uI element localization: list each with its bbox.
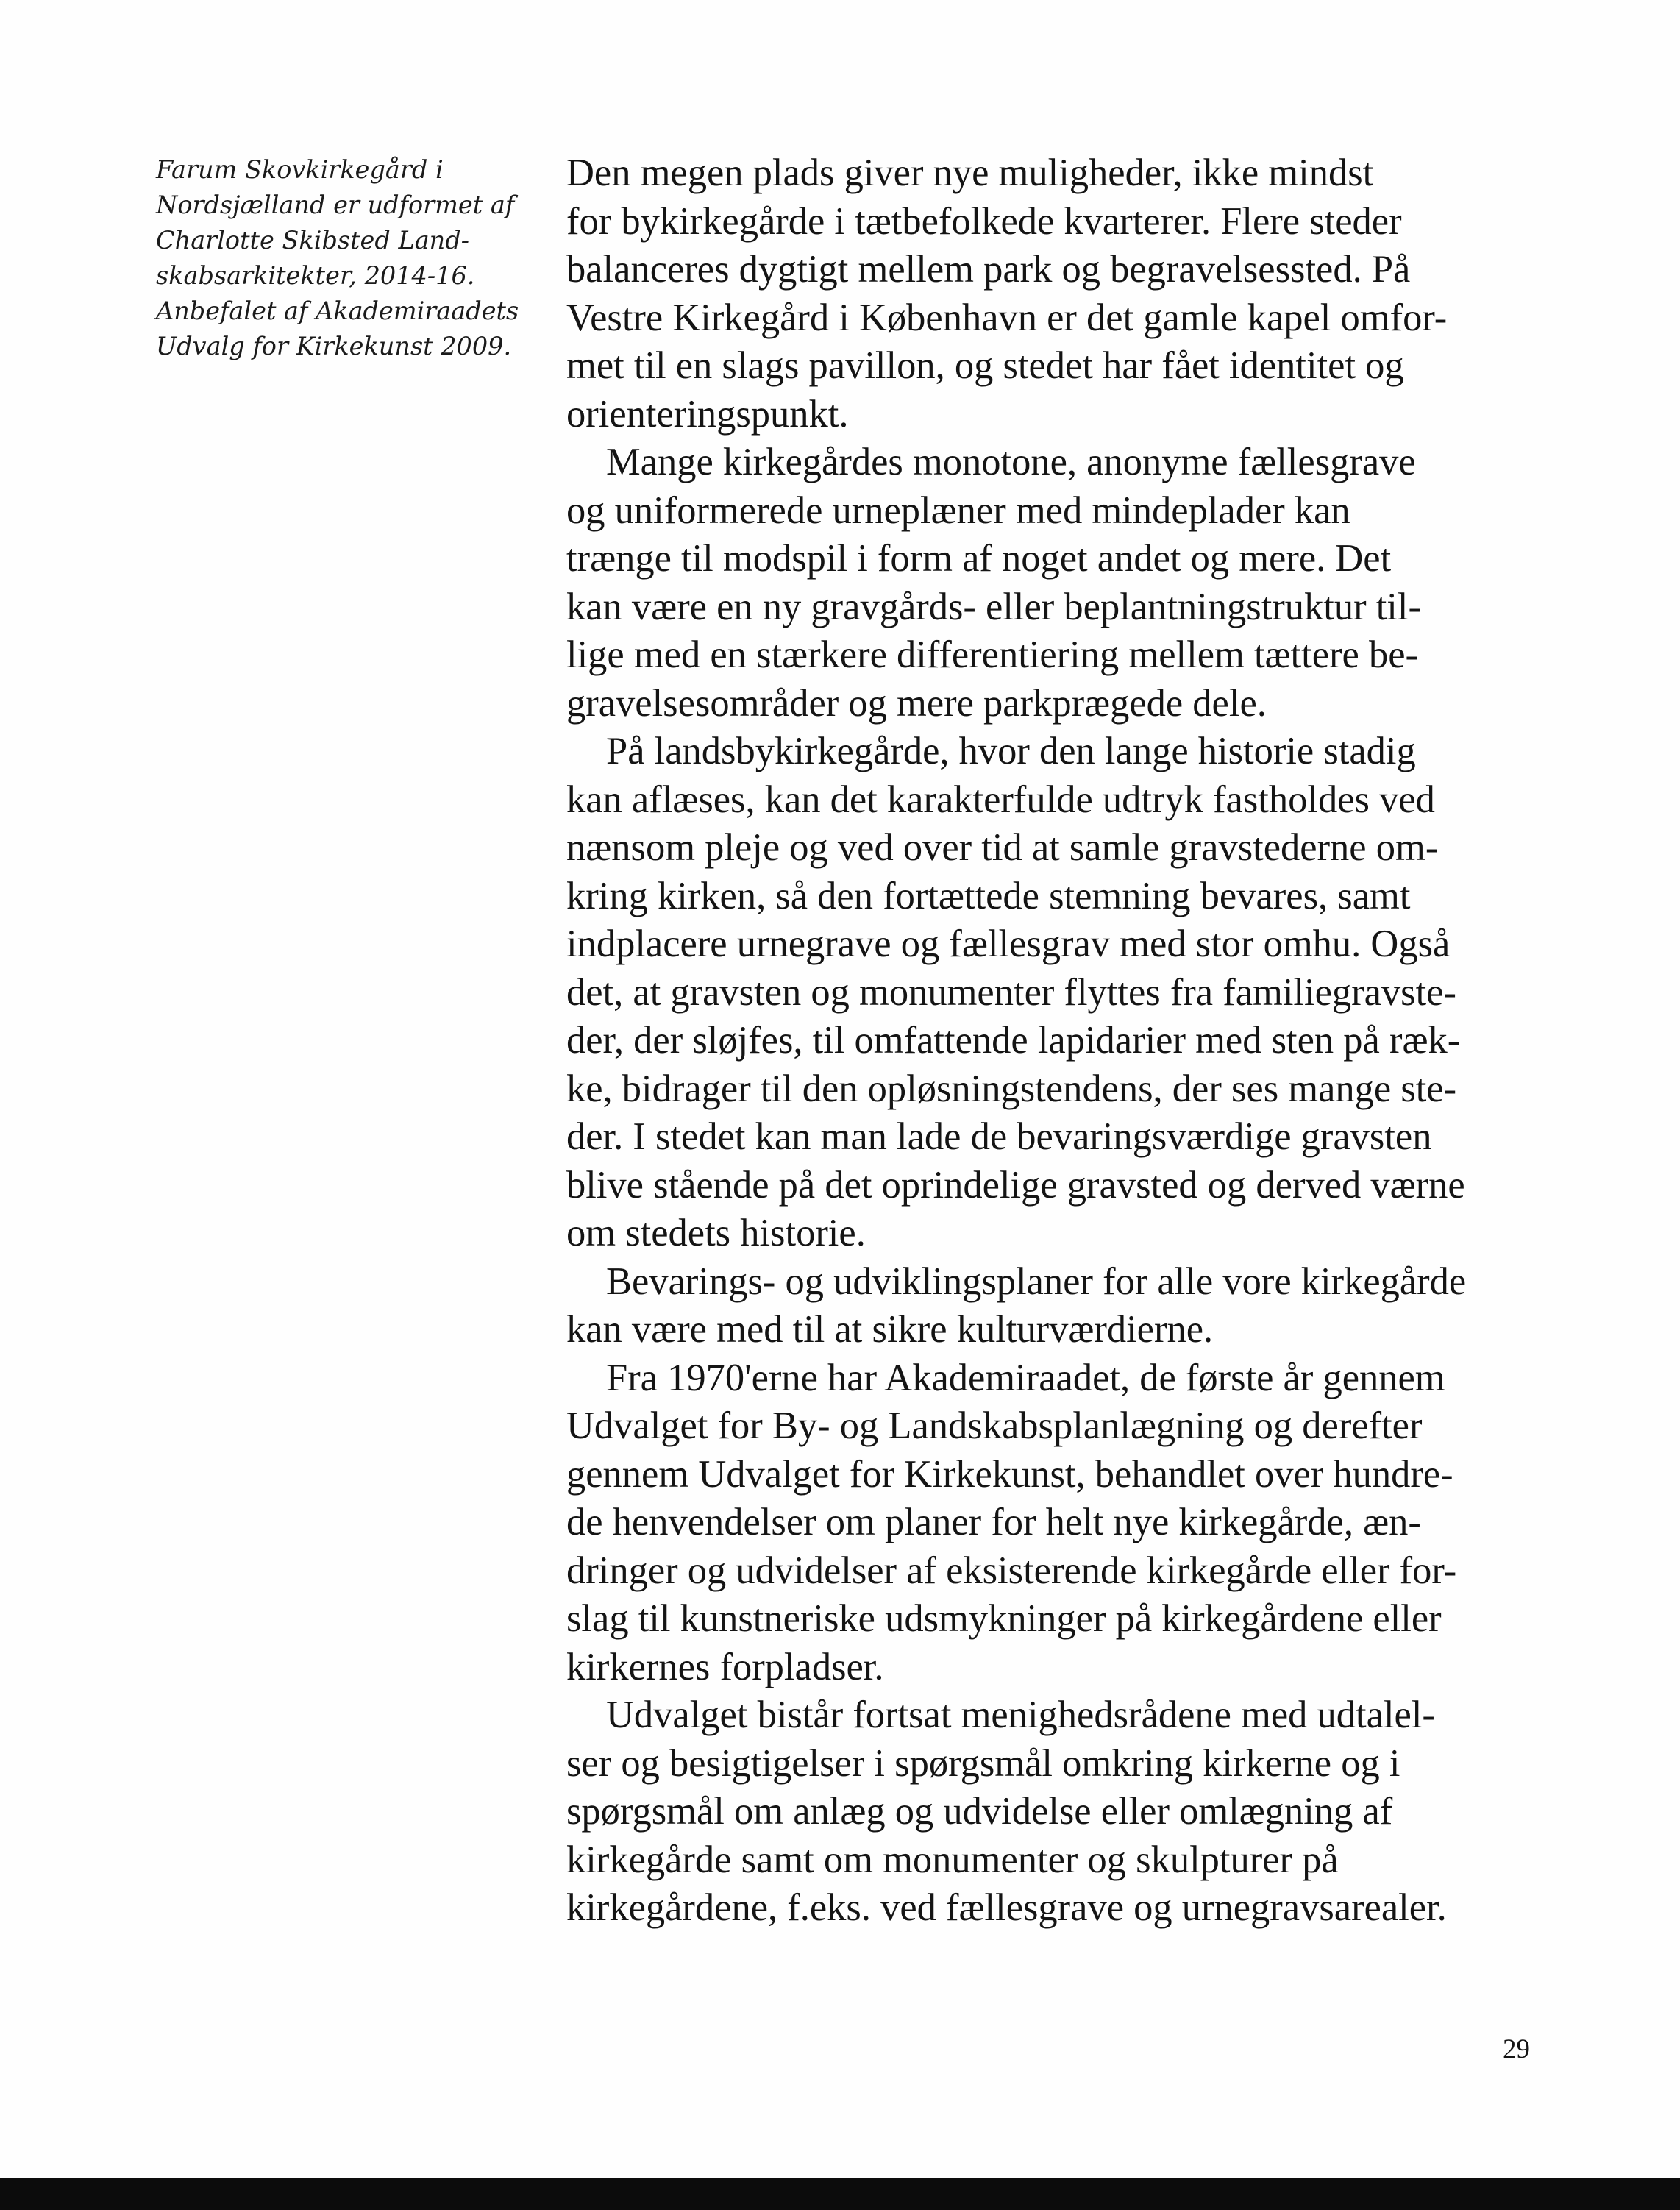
text-line: der. I stedet kan man lade de bevaringsværdige gravsten xyxy=(566,1115,1432,1158)
scan-edge-bar xyxy=(0,2178,1680,2210)
paragraph-2 xyxy=(566,438,1523,728)
text-line: trænge til modspil i form af noget andet og mere. Det xyxy=(566,537,1392,580)
paragraph-5 xyxy=(566,1354,1523,1692)
body-text xyxy=(566,149,1523,1933)
text-line: spørgsmål om anlæg og udvidelse eller omlægning af xyxy=(566,1790,1393,1833)
text-line: slag til kunstneriske udsmykninger på kirkegårdene eller xyxy=(566,1597,1442,1640)
text-line: for bykirkegårde i tætbefolkede kvarterer. Flere steder xyxy=(566,199,1402,243)
text-line: kirkernes forpladser. xyxy=(566,1645,884,1688)
text-line: På landsbykirkegårde, hvor den lange historie stadig xyxy=(606,730,1416,772)
text-line: lige med en stærkere differentiering mellem tættere be- xyxy=(566,633,1418,676)
paragraph-4 xyxy=(566,1258,1523,1354)
text-line: Vestre Kirkegård i København er det gamle kapel omfor- xyxy=(566,296,1448,339)
text-line: Udvalget bistår fortsat menighedsrådene med udtalel- xyxy=(606,1694,1435,1736)
text-line: Fra 1970'erne har Akademiraadet, de første år gennem xyxy=(606,1356,1445,1399)
text-line: Mange kirkegårdes monotone, anonyme fællesgrave xyxy=(606,441,1416,483)
text-line: ke, bidrager til den opløsningstendens, der ses mange ste- xyxy=(566,1067,1457,1110)
caption-line: Anbefalet af Akademiraadets xyxy=(156,296,519,325)
text-line: kirkegårdene, f.eks. ved fællesgrave og urnegravsarealer. xyxy=(566,1886,1447,1929)
text-line: nænsom pleje og ved over tid at samle gravstederne om- xyxy=(566,826,1439,869)
text-line: blive stående på det oprindelige gravsted og derved værne xyxy=(566,1163,1465,1207)
text-line: ser og besigtigelser i spørgsmål omkring kirkerne og i xyxy=(566,1741,1400,1785)
text-line: gennem Udvalget for Kirkekunst, behandlet over hundre- xyxy=(566,1452,1453,1496)
paragraph-6 xyxy=(566,1691,1523,1933)
text-line: kring kirken, så den fortættede stemning bevares, samt xyxy=(566,874,1411,917)
text-line: gravelsesområder og mere parkprægede dele. xyxy=(566,681,1267,725)
paragraph-3 xyxy=(566,728,1523,1258)
text-line: kan aflæses, kan det karakterfulde udtryk fastholdes ved xyxy=(566,778,1435,821)
text-line: de henvendelser om planer for helt nye kirkegårde, æn- xyxy=(566,1501,1421,1543)
page-number: 29 xyxy=(1503,2034,1530,2064)
text-line: Udvalget for By- og Landskabsplanlægning og derefter xyxy=(566,1404,1423,1447)
paragraph-1 xyxy=(566,149,1523,438)
text-line: og uniformerede urneplæner med mindeplader kan xyxy=(566,488,1350,532)
text-line: indplacere urnegrave og fællesgrav med stor omhu. Også xyxy=(566,923,1451,965)
text-line: met til en slags pavillon, og stedet har fået identitet og xyxy=(566,344,1404,387)
caption-line: skabsarkitekter, 2014-16. xyxy=(156,261,475,290)
caption-line: Nordsjælland er udformet af xyxy=(156,191,515,219)
text-line: der, der sløjfes, til omfattende lapidarier med sten på ræk- xyxy=(566,1019,1461,1062)
text-line: det, at gravsten og monumenter flyttes fra familiegravste- xyxy=(566,970,1456,1014)
text-line: orienteringspunkt. xyxy=(566,392,849,436)
text-line: balanceres dygtigt mellem park og begravelsessted. På xyxy=(566,248,1411,291)
caption-line: Udvalg for Kirkekunst 2009. xyxy=(156,332,512,360)
caption-line: Charlotte Skibsted Land- xyxy=(156,226,470,255)
text-line: dringer og udvidelser af eksisterende kirkegårde eller for- xyxy=(566,1549,1457,1592)
text-line: Den megen plads giver nye muligheder, ikke mindst xyxy=(566,152,1374,194)
caption-line: Farum Skovkirkegård i xyxy=(156,155,444,184)
text-line: kan være en ny gravgårds- eller beplantningstruktur til- xyxy=(566,585,1421,628)
text-line: Bevarings- og udviklingsplaner for alle vore kirkegårde xyxy=(606,1259,1467,1303)
text-line: kirkegårde samt om monumenter og skulpturer på xyxy=(566,1838,1339,1881)
text-line: om stedets historie. xyxy=(566,1212,866,1254)
image-caption xyxy=(156,152,524,364)
text-line: kan være med til at sikre kulturværdierne. xyxy=(566,1308,1214,1351)
